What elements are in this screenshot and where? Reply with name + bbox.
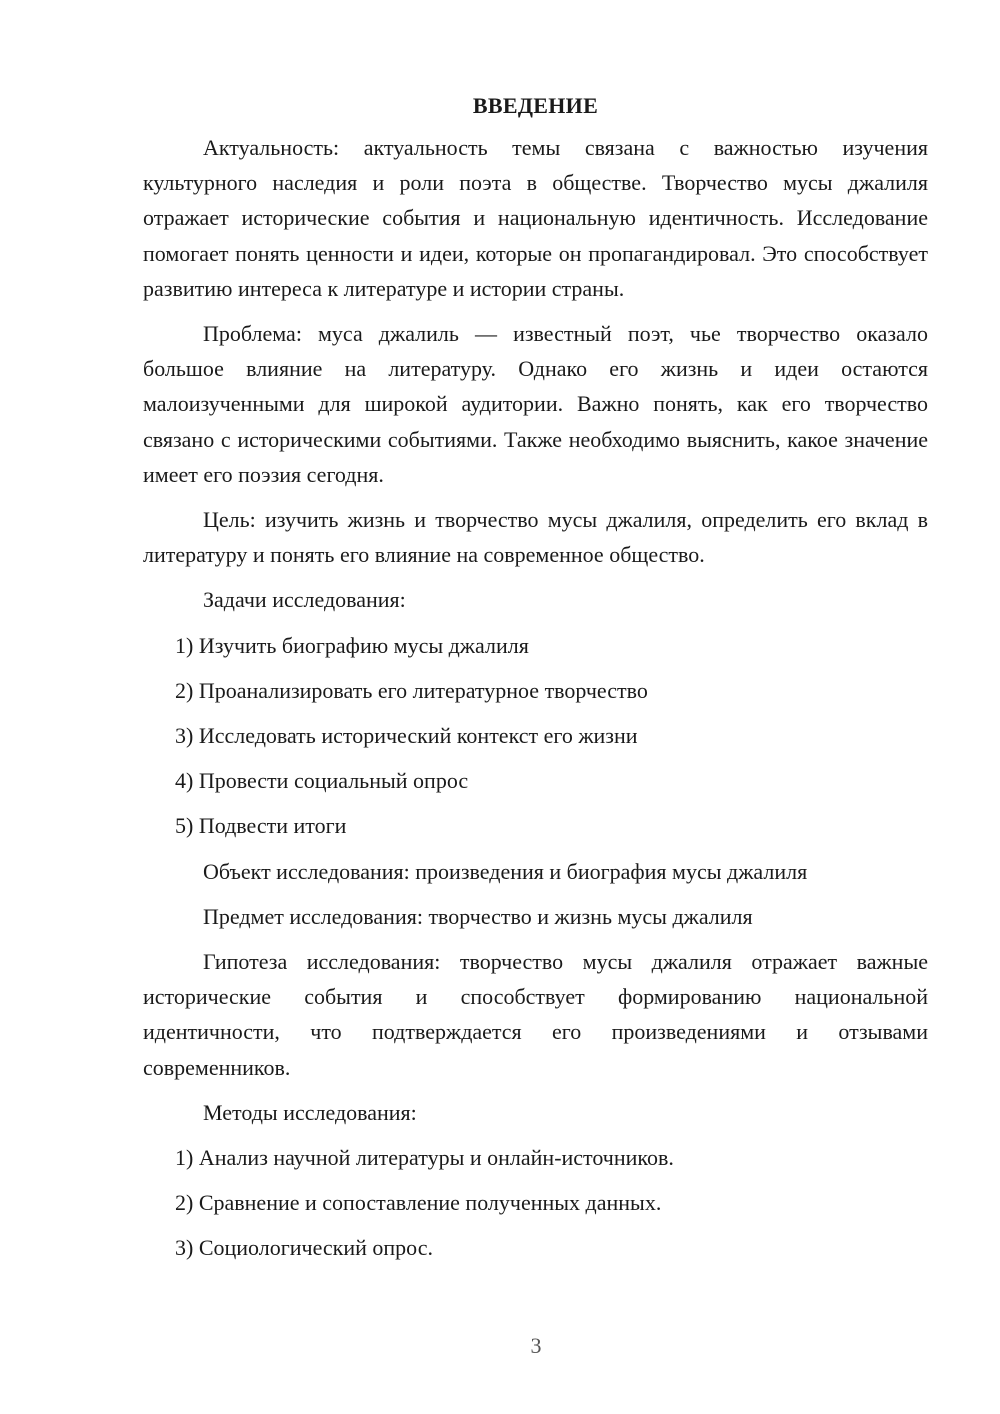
goal-paragraph: Цель: изучить жизнь и творчество мусы джалиля, определить его вклад в литературу и понять его влияние на современное общество.: [143, 507, 928, 568]
task-item: 1) Изучить биографию мусы джалиля: [175, 632, 529, 658]
task-item: 4) Провести социальный опрос: [175, 768, 469, 794]
document-page: [143, 92, 928, 1276]
tasks-heading: Задачи исследования:: [203, 587, 406, 613]
method-item: 3) Социологический опрос.: [175, 1235, 433, 1261]
task-item: 5) Подвести итоги: [175, 813, 347, 839]
methods-heading: Методы исследования:: [203, 1099, 417, 1125]
problem-paragraph: Проблема: муса джалиль — известный поэт, чье творчество оказало большое влияние на литературу. Однако его жизнь и идеи остаются малоизученными для широкой аудитории. Важно понять, как его творчество связано с историческими событиями. Также необходимо выяснить, какое значение имеет его поэзия сегодня.: [143, 321, 928, 487]
method-item: 1) Анализ научной литературы и онлайн-источников.: [175, 1145, 674, 1171]
page-number: 3: [530, 1333, 542, 1358]
relevance-paragraph: Актуальность: актуальность темы связана с важностью изучения культурного наследия и роли поэта в обществе. Творчество мусы джалиля отражает исторические события и национальную идентичность. Исследование помогает понять ценности и идеи, которые он пропагандировал. Это способствует развитию интереса к литературе и истории страны.: [143, 135, 928, 301]
method-item: 2) Сравнение и сопоставление полученных данных.: [175, 1190, 662, 1216]
methods-list: [143, 1140, 928, 1266]
object-paragraph: Объект исследования: произведения и биография мусы джалиля: [203, 858, 808, 884]
hypothesis-paragraph: Гипотеза исследования: творчество мусы джалиля отражает важные исторические события и способствует формированию национальной идентичности, что подтверждается его произведениями и отзывами современников.: [143, 949, 928, 1080]
task-item: 2) Проанализировать его литературное творчество: [175, 677, 648, 703]
task-item: 3) Исследовать исторический контекст его жизни: [175, 723, 638, 749]
document-title: ВВЕДЕНИЕ: [472, 93, 599, 118]
tasks-list: [143, 628, 928, 844]
subject-paragraph: Предмет исследования: творчество и жизнь мусы джалиля: [203, 903, 753, 929]
